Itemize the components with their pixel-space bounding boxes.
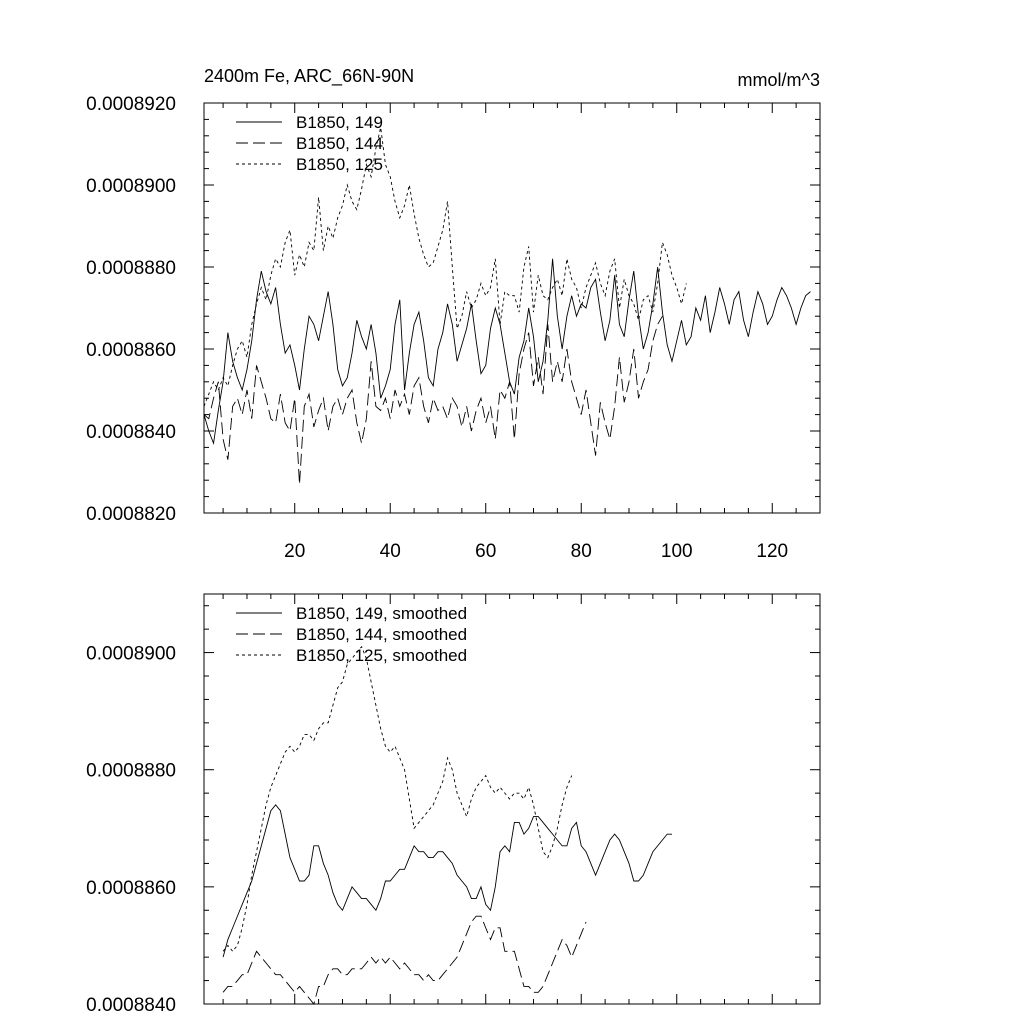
top-legend xyxy=(236,113,383,174)
legend-label-1: B1850, 149 xyxy=(296,113,383,132)
y-tick-label: 0.0008920 xyxy=(86,94,176,115)
y-tick-label: 0.0008840 xyxy=(86,995,176,1016)
series-line-2 xyxy=(223,916,586,1004)
legend-label-3: B1850, 125 xyxy=(296,155,383,174)
top-x-tick-labels xyxy=(284,541,788,562)
y-tick-label: 0.0008900 xyxy=(86,176,176,197)
x-tick-label: 100 xyxy=(660,541,693,562)
y-tick-label: 0.0008880 xyxy=(86,258,176,279)
series-line-3 xyxy=(223,647,572,952)
top-chart-title: 2400m Fe, ARC_66N-90N xyxy=(204,66,415,86)
y-tick-label: 0.0008860 xyxy=(86,877,176,899)
legend-label-1: B1850, 149, smoothed xyxy=(296,604,468,623)
y-tick-label: 0.0008820 xyxy=(86,504,176,525)
top-series-group xyxy=(204,128,810,485)
y-tick-label: 0.0008900 xyxy=(86,643,176,665)
legend-label-2: B1850, 144 xyxy=(296,134,383,153)
legend-label-3: B1850, 125, smoothed xyxy=(296,646,468,665)
x-tick-label: 40 xyxy=(379,541,401,562)
x-tick-label: 20 xyxy=(284,541,306,562)
top-y-tick-labels xyxy=(86,94,176,525)
bottom-panel xyxy=(86,594,820,1016)
bottom-series-group xyxy=(223,647,672,1004)
series-line-1 xyxy=(223,805,672,957)
x-tick-label: 60 xyxy=(475,541,497,562)
top-panel xyxy=(86,66,820,562)
top-chart-units: mmol/m^3 xyxy=(737,70,820,90)
series-line-2 xyxy=(204,316,662,484)
y-tick-label: 0.0008880 xyxy=(86,760,176,782)
y-tick-label: 0.0008840 xyxy=(86,422,176,443)
x-tick-label: 80 xyxy=(570,541,592,562)
x-tick-label: 120 xyxy=(756,541,789,562)
series-line-1 xyxy=(204,259,810,444)
y-tick-label: 0.0008860 xyxy=(86,340,176,361)
legend-label-2: B1850, 144, smoothed xyxy=(296,625,468,644)
bottom-legend xyxy=(236,604,467,665)
bottom-y-tick-labels xyxy=(86,644,176,1016)
series-line-3 xyxy=(204,128,686,407)
